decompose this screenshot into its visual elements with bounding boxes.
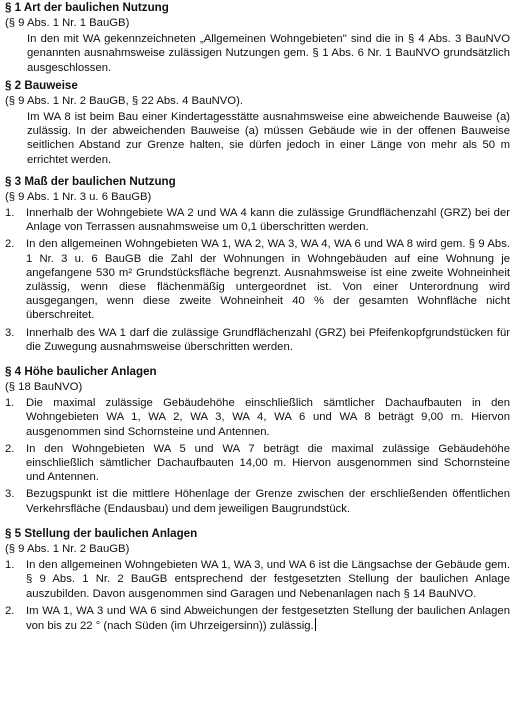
list-item (5, 396, 510, 439)
section-5 (5, 527, 510, 633)
section-1-title: § 1 Art der baulichen Nutzung (5, 1, 169, 14)
list-item (5, 326, 510, 354)
list-item (5, 206, 510, 234)
section-5-legal-basis: (§ 9 Abs. 1 Nr. 2 BauGB) (5, 542, 130, 555)
list-item (5, 442, 510, 485)
section-1-text: In den mit WA gekennzeichneten „Allgemeinen Wohngebieten" sind die in § 4 Abs. 3 BauNVO genannten ausnahmsweise zulässigen Nutzungen gem. § 1 Abs. 6 Nr. 1 BauNVO grundsätzlich ausgeschlossen. (27, 33, 510, 74)
list-item (5, 487, 510, 515)
section-3 (5, 175, 510, 354)
section-5-title: § 5 Stellung der baulichen Anlagen (5, 526, 198, 540)
section-4-legal-basis: (§ 18 BauNVO) (5, 381, 83, 394)
section-1 (5, 1, 510, 75)
list-item-text: Bezugspunkt ist die mittlere Höhenlage der Grenze zwischen der erschließenden öffentlichen Verkehrsfläche (Endausbau) und dem jeweiligen Baugrundstück. (26, 488, 510, 515)
list-item-text: Innerhalb des WA 1 darf die zulässige Grundflächenzahl (GRZ) bei Pfeifenkopfgrundstücken für die Zuwegung ausnahmsweise überschritten werden. (26, 326, 510, 353)
section-3-list (5, 206, 510, 354)
list-item-number: 1. (5, 207, 15, 220)
list-item-number: 3. (5, 488, 15, 501)
section-4-list (5, 396, 510, 516)
list-item-text: In den allgemeinen Wohngebieten WA 1, WA 3, und WA 6 ist die Längsachse der Gebäude gem. § 9 Abs. 1 Nr. 2 BauGB entsprechend der festgesetzten Stellung der baulichen Anlage auszubilden. Davon ausgenommen sind Garagen und Nebenanlagen nach § 14 BauNVO. (26, 559, 510, 600)
list-item-text: Die maximal zulässige Gebäudehöhe einschließlich sämtlicher Dachaufbauten in den Wohngebieten WA 1, WA 2, WA 3, WA 4, WA 6 und WA 8 beträgt 9,00 m. Hiervon ausgenommen sind Schornsteine und Antennen. (26, 397, 510, 438)
list-item-number: 1. (5, 397, 15, 410)
list-item-text: Im WA 1, WA 3 und WA 6 sind Abweichungen der festgesetzten Stellung der baulichen Anlagen von bis zu 22 ° (nach Süden (im Uhrzeigersinn)) zulässig. (26, 604, 510, 632)
section-2-text: Im WA 8 ist beim Bau einer Kindertagesstätte ausnahmsweise eine abweichende Bauweise (a) zulässig. In der abweichenden Bauweise (a) müssen Gebäude wie in der offenen Bauweise seitlichen Abstand zur Grenze halten, sie dürfen jedoch in einer Länge von mehr als 50 m errichtet werden. (27, 111, 510, 166)
section-5-list (5, 558, 510, 633)
section-2 (5, 79, 510, 167)
section-4-title: § 4 Höhe baulicher Anlagen (5, 365, 157, 379)
list-item-text: Innerhalb der Wohngebiete WA 2 und WA 4 kann die zulässige Grundflächenzahl (GRZ) bei der Anlage von Terrassen ausnahmsweise um 0,1 überschritten werden. (26, 207, 510, 234)
section-4 (5, 365, 510, 516)
list-item-number: 2. (5, 238, 15, 251)
list-item-number: 2. (5, 442, 15, 455)
list-item-number: 3. (5, 326, 15, 339)
section-2-legal-basis: (§ 9 Abs. 1 Nr. 2 BauGB, § 22 Abs. 4 BauNVO). (5, 94, 243, 107)
list-item (5, 237, 510, 322)
list-item-text: In den allgemeinen Wohngebieten WA 1, WA 2, WA 3, WA 4, WA 6 und WA 8 wird gem. § 9 Abs. 1 Nr. 3 u. 6 BauGB die Zahl der Wohnungen in Wohngebäuden auf eine Wohnung je angefangene 530 m² Grundstücksfläche begrenzt. Ausnahmsweise ist eine zweite Wohneinheit zulässig, wenn diese flächenmäßig untergeordnet ist. Von einer Unterordnung wird ausgegangen, wenn diese zweite Wohneinheit 40 % der gesamten Wohnfläche nicht überschreitet. (26, 238, 510, 322)
section-3-title: § 3 Maß der baulichen Nutzung (5, 174, 176, 188)
text-cursor (315, 618, 316, 631)
list-item-text: In den Wohngebieten WA 5 und WA 7 beträgt die maximal zulässige Gebäudehöhe einschließlich sämtlicher Dachaufbauten 14,00 m. Hiervon ausgenommen sind Schornsteine und Antennen. (26, 442, 510, 484)
list-item-number: 2. (5, 604, 15, 617)
section-1-legal-basis: (§ 9 Abs. 1 Nr. 1 BauGB) (5, 17, 130, 29)
section-3-legal-basis: (§ 9 Abs. 1 Nr. 3 u. 6 BauGB) (5, 190, 152, 203)
section-2-title: § 2 Bauweise (5, 78, 78, 92)
list-item[interactable] (5, 604, 510, 633)
list-item (5, 558, 510, 601)
list-item-number: 1. (5, 559, 15, 572)
